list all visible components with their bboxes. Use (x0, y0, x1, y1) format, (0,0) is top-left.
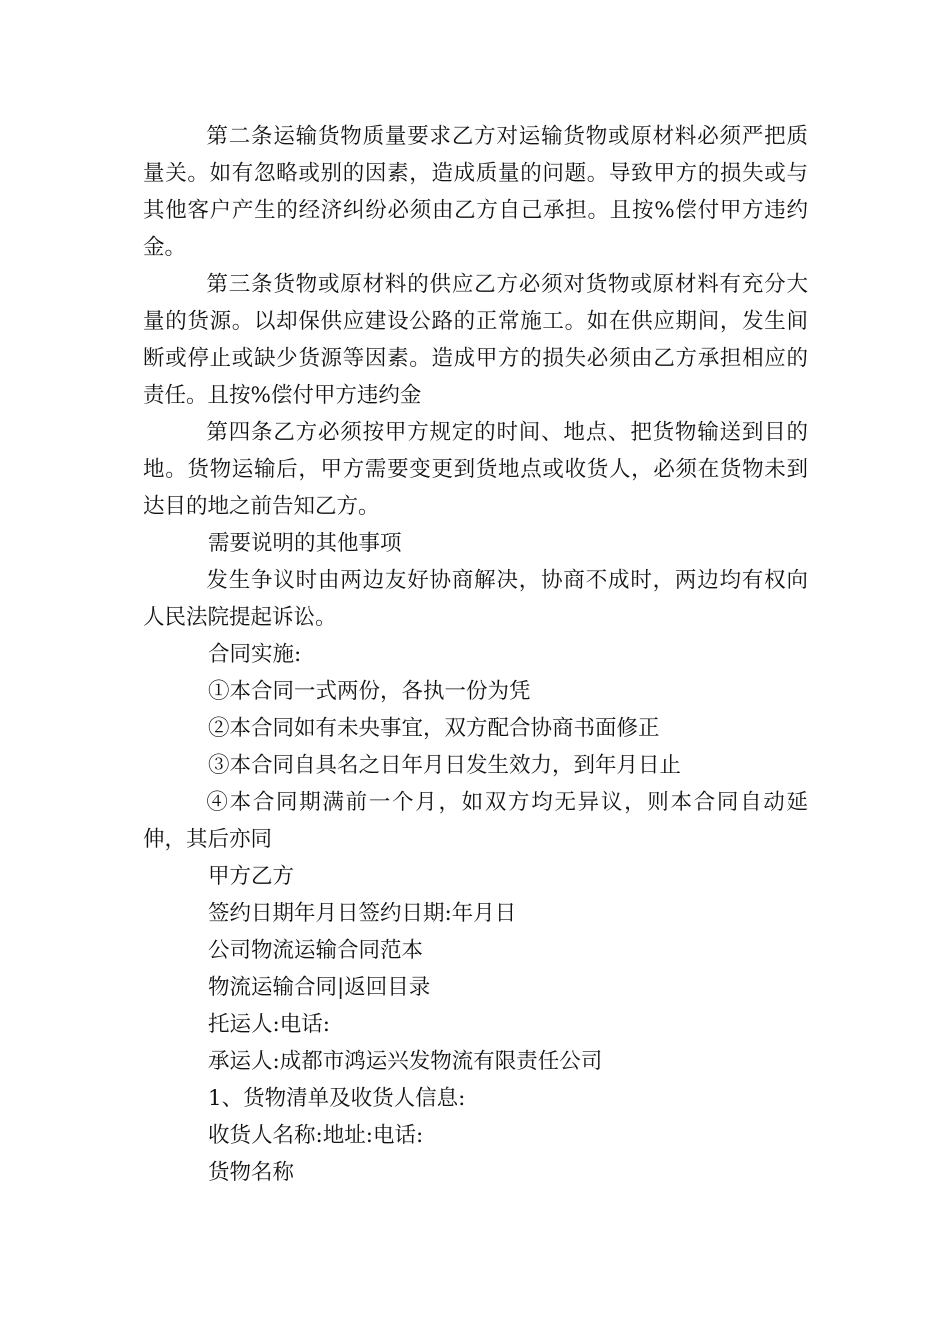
implementation-heading: 合同实施: (208, 642, 302, 667)
sample-title: 公司物流运输合同范本 (208, 938, 424, 963)
carrier-line: 承运人:成都市鸿运兴发物流有限责任公司 (208, 1049, 603, 1074)
document-body (143, 118, 808, 1191)
implementation-item-4: ④本合同期满前一个月，如双方均无异议，则本合同自动延伸，其后亦同 (143, 790, 808, 852)
goods-name-line: 货物名称 (208, 1160, 295, 1185)
clause-two-paragraph: 第二条运输货物质量要求乙方对运输货物或原材料必须严把质量关。如有忽略或别的因素，造成质量的问题。导致甲方的损失或与其他客户产生的经济纠纷必须由乙方自己承担。且按%偿付甲方违约金。 (143, 124, 808, 260)
consignee-line: 收货人名称:地址:电话: (208, 1123, 424, 1148)
implementation-item-3: ③本合同自具名之日年月日发生效力，到年月日止 (208, 753, 682, 778)
clause-four-paragraph: 第四条乙方必须按甲方规定的时间、地点、把货物输送到目的地。货物运输后，甲方需要变更到货地点或收货人，必须在货物未到达目的地之前告知乙方。 (143, 420, 808, 519)
other-matters-heading: 需要说明的其他事项 (208, 531, 402, 556)
parties-line: 甲方乙方 (208, 864, 295, 889)
implementation-item-1: ①本合同一式两份，各执一份为凭 (208, 679, 531, 704)
implementation-item-2: ②本合同如有未央事宜，双方配合协商书面修正 (208, 716, 660, 741)
toc-link-line: 物流运输合同|返回目录 (208, 975, 431, 1000)
sign-date-line: 签约日期年月日签约日期:年月日 (208, 901, 517, 926)
dispute-paragraph: 发生争议时由两边友好协商解决，协商不成时，两边均有权向人民法院提起诉讼。 (143, 568, 808, 630)
goods-list-heading: 1、货物清单及收货人信息: (208, 1086, 466, 1111)
clause-three-paragraph: 第三条货物或原材料的供应乙方必须对货物或原材料有充分大量的货源。以却保供应建设公路的正常施工。如在供应期间，发生间断或停止或缺少货源等因素。造成甲方的损失必须由乙方承担相应的责任。且按%偿付甲方违约金 (143, 272, 808, 408)
shipper-line: 托运人:电话: (208, 1012, 330, 1037)
